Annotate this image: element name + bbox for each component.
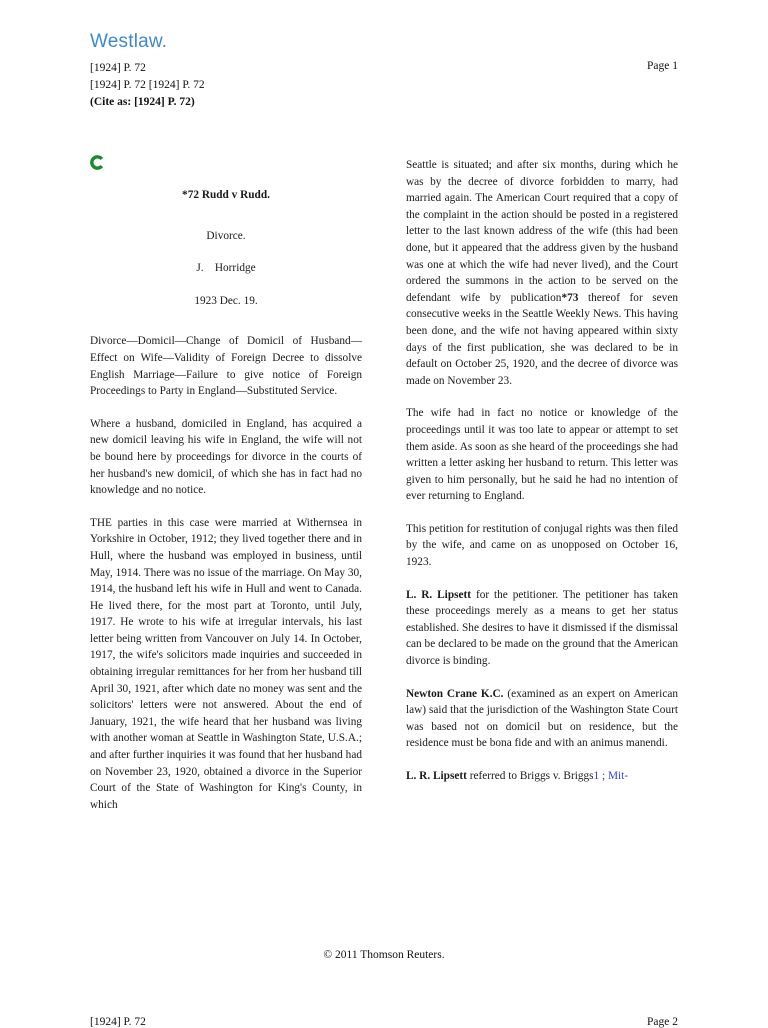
copyright-footer: © 2011 Thomson Reuters. (323, 949, 445, 961)
paragraph-authorities (406, 768, 678, 785)
right-column (406, 157, 678, 801)
citation-line-2: [1924] P. 72 [1924] P. 72 (90, 79, 205, 91)
westlaw-logo: Westlaw. (90, 31, 168, 52)
citation-line-1: [1924] P. 72 (90, 62, 146, 74)
expert-name: Newton Crane K.C. (406, 687, 504, 700)
paragraph-text: for the petitioner. The petitioner has taken these proceedings merely as a means to get her status established. She desires to have it dismissed if the dismissal can be declared to be made on the ground that the American divorce is binding. (406, 588, 678, 668)
headnote: Divorce—Domicil—Change of Domicil of Husband—Effect on Wife—Validity of Foreign Decree to dissolve English Marriage—Failure to give notice of Foreign Proceedings to Party in England—Substituted Service. (90, 335, 362, 398)
paragraph-text: (examined as an expert on American law) said that the jurisdiction of the Washington State Court was based not on domicil but on residence, but the residence must be bona fide and with an animus manendi. (406, 687, 678, 750)
citation-header (90, 60, 205, 111)
page-number: Page 1 (647, 60, 678, 72)
paragraph-expert (406, 686, 678, 752)
keycite-flag-icon[interactable] (90, 155, 105, 170)
paragraph-counsel (406, 587, 678, 670)
case-title: *72 Rudd v Rudd. (182, 189, 270, 201)
paragraph-text: referred to Briggs v. Briggs (466, 770, 594, 782)
paragraph-petition: This petition for restitution of conjugal rights was then filed by the wife, and came on as unopposed on October 16, 1923. (406, 522, 678, 569)
next-page-citation: [1924] P. 72 (90, 1016, 146, 1028)
footnote-link[interactable]: 1 (593, 770, 600, 782)
paragraph-notice: The wife had in fact no notice or knowledge of the proceedings until it was too late to appear or attempt to set them aside. As soon as she heard of the proceedings she had written a letter asking her husband to return. This letter was given to him personally, but he said he had no intention of ever returning to England. (406, 407, 678, 503)
paragraph-text: thereof for seven consecutive weeks in the Seattle Weekly News. This having been done, and the wife not having appeared within sixty days of the first publication, she was declared to be in default on October 25, 1920, and the decree of divorce was made on November 23. (406, 291, 678, 387)
link-separator: ; (599, 770, 608, 782)
star-page-marker: *73 (561, 291, 579, 304)
left-column (90, 187, 362, 829)
counsel-name: L. R. Lipsett (406, 770, 467, 782)
case-subject: Divorce. (206, 229, 246, 242)
holding: Where a husband, domiciled in England, has acquired a new domicil leaving his wife in England, the wife will not be bound here by proceedings for divorce in the courts of her husband's new domicil, of which she has in fact had no knowledge and no notice. (90, 417, 362, 497)
next-page-number: Page 2 (647, 1016, 678, 1028)
counsel-name: L. R. Lipsett (406, 588, 472, 601)
facts-paragraph: THE parties in this case were married at Withernsea in Yorkshire in October, 1912; they lived together there and in Hull, where the husband was employed in business, until May, 1914. There was no issue of the marriage. On May 30, 1914, the husband left his wife in Hull and went to Canada. He lived there, for the most part at Toronto, until July, 1917. He wrote to his wife at irregular intervals, his last letter being written from Vancouver on July 14. In October, 1917, the wife's solicitors made inquiries and succeeded in obtaining irregular remittances for her from her husband till April 30, 1921, after which date no money was sent and the solicitors' letters were not answered. About the end of January, 1921, the wife heard that her husband was living with another woman at Seattle in Washington State, U.S.A.; and after further inquiries it was found that her husband had on November 23, 1920, obtained a divorce in the Superior Court of the State of Washington for King's County, in which (90, 516, 362, 811)
cite-as-line: (Cite as: [1924] P. 72) (90, 96, 195, 108)
citation-link[interactable]: Mit- (608, 770, 629, 782)
paragraph-service (406, 157, 678, 389)
case-date: 1923 Dec. 19. (194, 294, 258, 307)
case-judge: J. Horridge (196, 262, 256, 275)
paragraph-text: Seattle is situated; and after six months, during which he was by the decree of divorce forbidden to marry, had married again. The American Court required that a copy of the complaint in the action should be posted in a registered letter to the last known address of the wife (this had been done, but it appeared that the address given by the husband was one at which the wife had never lived), and the Court ordered the summons in the action to be served on the defendant wife by publication (406, 159, 678, 304)
